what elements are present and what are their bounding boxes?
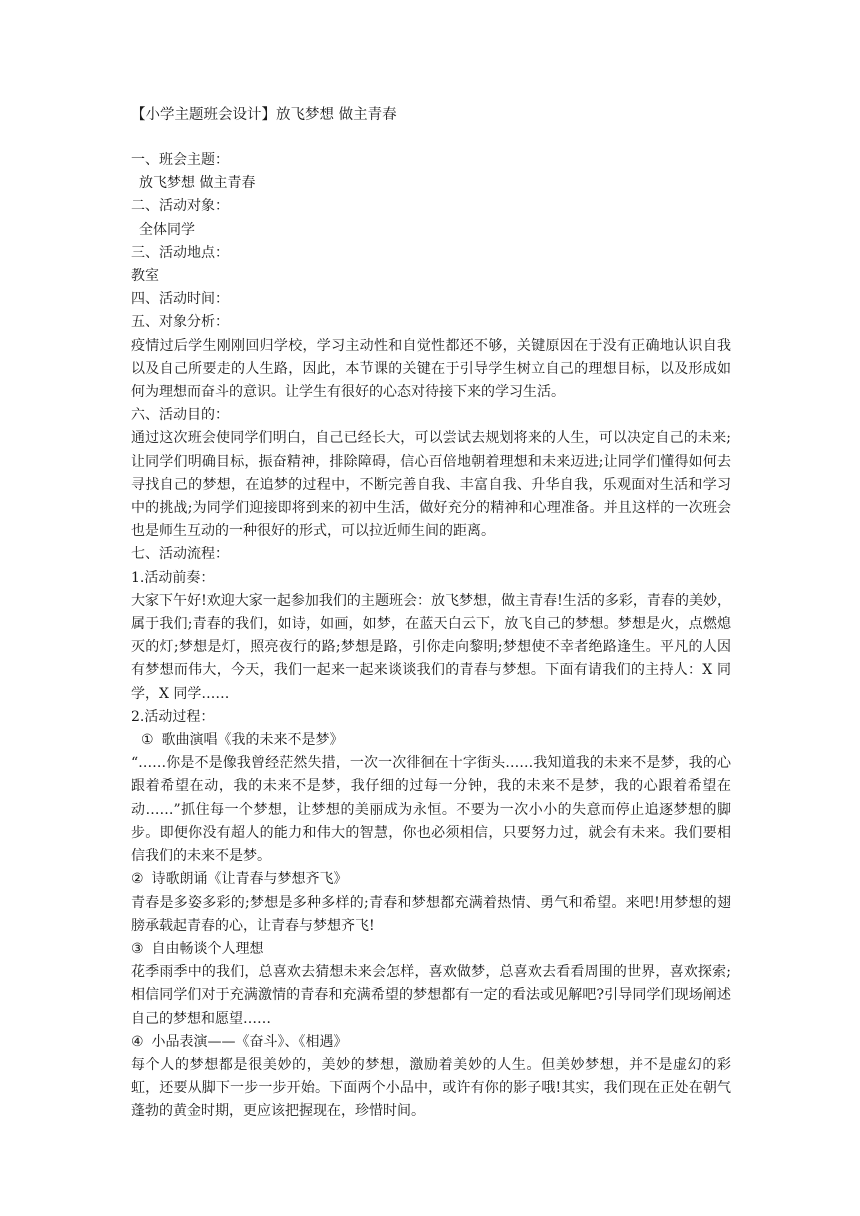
document-body — [131, 149, 731, 1124]
item-2-text: 青春是多姿多彩的;梦想是多种多样的;青春和梦想都充满着热情、勇气和希望。来吧!用梦想的翅膀承载起青春的心，让青春与梦想齐飞! — [131, 894, 731, 934]
item-3-text: 花季雨季中的我们，总喜欢去猜想未来会怎样，喜欢做梦，总喜欢去看看周围的世界，喜欢探索;相信同学们对于充满激情的青春和充满希望的梦想都有一定的看法或见解吧?引导同学们现场阐述自己的梦想和愿望…… — [131, 964, 731, 1027]
item-2-heading: 诗歌朗诵《让青春与梦想齐飞》 — [151, 871, 348, 888]
section-7-1-text: 大家下午好!欢迎大家一起参加我们的主题班会：放飞梦想，做主青春!生活的多彩，青春的美妙，属于我们;青春的我们，如诗，如画，如梦，在蓝天白云下，放飞自己的梦想。梦想是火，点燃熄灭的灯;梦想是灯，照亮夜行的路;梦想是路，引你走向黎明;梦想使不幸者绝路逢生。平凡的人因有梦想而伟大，今天，我们一起来一起来谈谈我们的青春与梦想。下面有请我们的主持人：X 同学，X 同学…… — [131, 592, 731, 702]
section-7-1-heading: 1.活动前奏： — [131, 569, 215, 586]
section-6-text: 通过这次班会使同学们明白，自己已经长大，可以尝试去规划将来的人生，可以决定自己的未来;让同学们明确目标，振奋精神，排除障碍，信心百倍地朝着理想和未来迈进;让同学们懂得如何去寻找自己的梦想，在追梦的过程中，不断完善自我、丰富自我、升华自我，乐观面对生活和学习中的挑战;为同学们迎接即将到来的初中生活，做好充分的精神和心理准备。并且这样的一次班会也是师生互动的一种很好的形式，可以拉近师生间的距离。 — [131, 430, 731, 540]
item-2-heading-line — [131, 868, 731, 891]
item-1-heading-line — [131, 729, 731, 752]
item-3-heading: 自由畅谈个人理想 — [151, 940, 264, 957]
document-title: 【小学主题班会设计】放飞梦想 做主青春 — [131, 107, 397, 123]
section-5-heading: 五、对象分析： — [131, 314, 229, 331]
item-4-number: ④ — [131, 1033, 144, 1050]
section-7-heading: 七、活动流程： — [131, 546, 229, 563]
section-3-heading: 三、活动地点： — [131, 244, 229, 261]
section-2-heading: 二、活动对象： — [131, 198, 229, 215]
item-2-number: ② — [131, 871, 144, 888]
section-4-heading: 四、活动时间： — [131, 291, 229, 308]
section-2-text: 全体同学 — [139, 221, 195, 238]
section-1-heading: 一、班会主题： — [131, 152, 229, 168]
item-4-heading: 小品表演——《奋斗》、《相遇》 — [151, 1033, 348, 1050]
section-1-text: 放飞梦想 做主青春 — [139, 175, 256, 192]
item-4-heading-line — [131, 1031, 731, 1054]
item-1-text: “……你是不是像我曾经茫然失措，一次一次徘徊在十字街头……我知道我的未来不是梦，我的心跟着希望在动，我的未来不是梦，我仔细的过每一分钟，我的未来不是梦，我的心跟着希望在动……”抓住每一个梦想，让梦想的美丽成为永恒。不要为一次小小的失意而停止追逐梦想的脚步。即便你没有超人的能力和伟大的智慧，你也必须相信，只要努力过，就会有未来。我们要相信我们的未来不是梦。 — [131, 755, 731, 865]
item-3-heading-line — [131, 938, 731, 961]
item-1-heading: 歌曲演唱《我的未来不是梦》 — [161, 732, 344, 749]
item-3-number: ③ — [131, 940, 144, 957]
section-5-text: 疫情过后学生刚刚回归学校，学习主动性和自觉性都还不够，关键原因在于没有正确地认识自我以及自己所要走的人生路，因此，本节课的关键在于引导学生树立自己的理想目标，以及形成如何为理想而奋斗的意识。让学生有很好的心态对待接下来的学习生活。 — [131, 337, 731, 401]
item-4-text: 每个人的梦想都是很美妙的，美妙的梦想，激励着美妙的人生。但美妙梦想，并不是虚幻的彩虹，还要从脚下一步一步开始。下面两个小品中，或许有你的影子哦!其实，我们现在正处在朝气蓬勃的黄金时期，更应该把握现在，珍惜时间。 — [131, 1056, 731, 1120]
section-3-text: 教室 — [131, 268, 159, 285]
item-1-number: ① — [141, 732, 154, 749]
section-6-heading: 六、活动目的： — [131, 407, 229, 424]
section-7-2-heading: 2.活动过程： — [131, 708, 215, 725]
